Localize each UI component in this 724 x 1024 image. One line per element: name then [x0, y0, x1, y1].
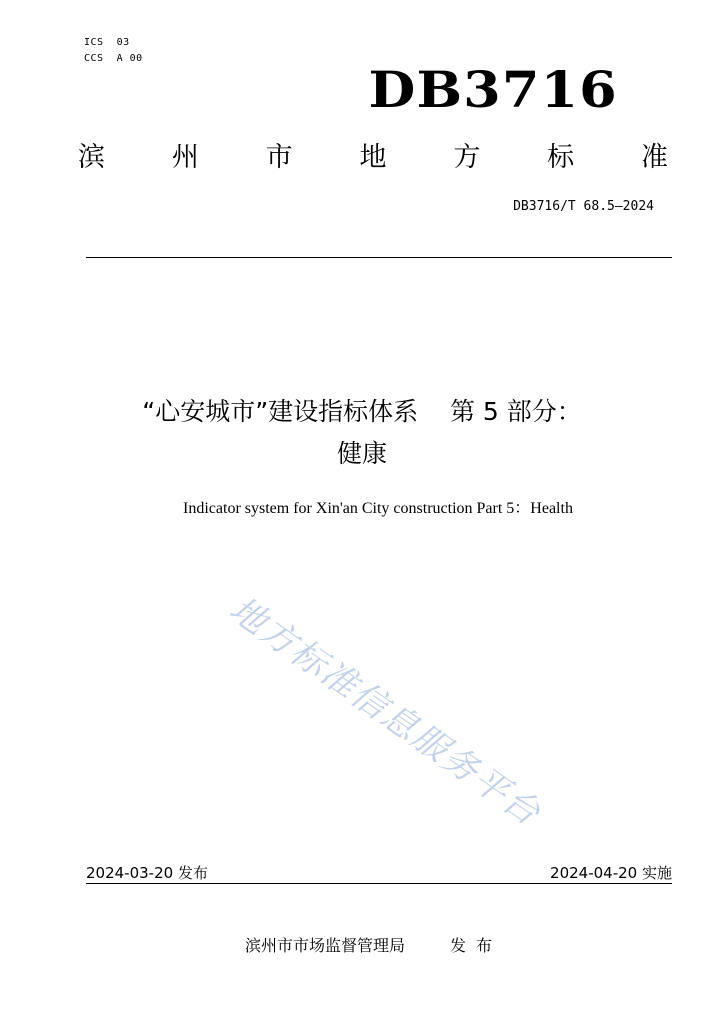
publish-label: 发布 [450, 936, 503, 955]
standard-type-heading [78, 140, 668, 176]
issuing-authority: 滨州市市场监督管理局 [245, 936, 406, 955]
standard-type-char: 标 [547, 142, 575, 173]
standard-type-char: 州 [171, 142, 199, 173]
top-divider [86, 257, 672, 258]
standard-type-char: 地 [359, 142, 387, 173]
standard-type-char: 滨 [78, 142, 105, 173]
standard-type-char: 市 [265, 142, 293, 173]
issue-date: 2024-03-20 发布 [86, 864, 208, 882]
title-english: Indicator system for Xin'an City construction Part 5：Health [183, 500, 573, 517]
title-chinese-line-2: 健康 [336, 439, 387, 468]
implementation-date: 2024-04-20 实施 [550, 864, 672, 882]
bottom-divider [86, 883, 672, 884]
standard-number: DB3716/T 68.5—2024 [513, 199, 654, 214]
title-chinese-line-1: “心安城市”建设指标体系 第 5 部分： [142, 397, 582, 426]
ics-code: ICS 03 [84, 37, 130, 48]
watermark: 地方标准信息服务平台 [221, 589, 549, 835]
standard-code-logo: DB3716 [368, 60, 618, 119]
standard-type-char: 方 [453, 142, 481, 173]
ccs-code: CCS A 00 [84, 53, 143, 64]
standard-type-char: 准 [640, 142, 668, 173]
